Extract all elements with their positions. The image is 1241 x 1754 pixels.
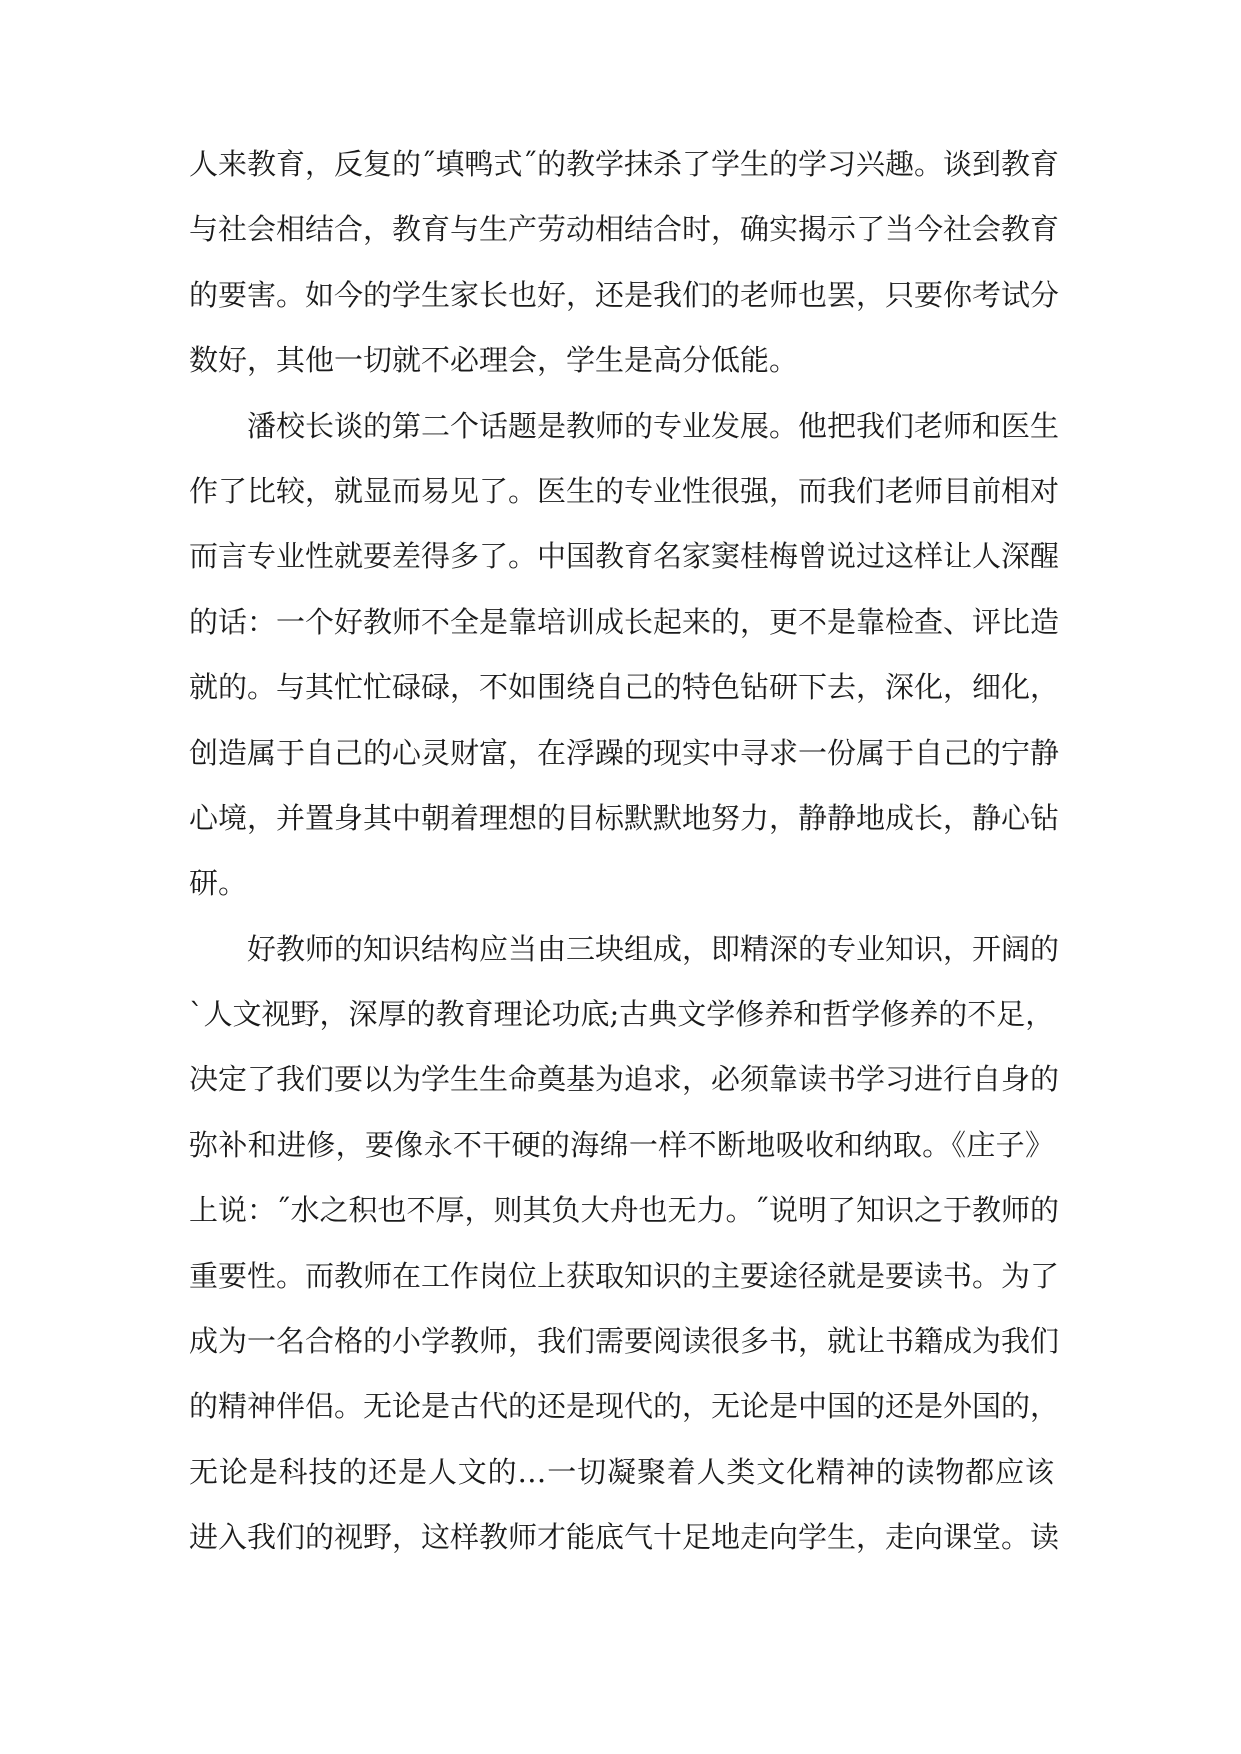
paragraph xyxy=(189,917,1060,1571)
text-line: 的精神伴侣。无论是古代的还是现代的，无论是中国的还是外国的， xyxy=(189,1389,1060,1424)
text-line: 无论是科技的还是人文的…一切凝聚着人类文化精神的读物都应该 xyxy=(189,1454,1054,1489)
text-line: 重要性。而教师在工作岗位上获取知识的主要途径就是要读书。为了 xyxy=(189,1258,1060,1293)
text-line: 创造属于自己的心灵财富，在浮躁的现实中寻求一份属于自己的宁静 xyxy=(189,735,1060,770)
text-line: 上说：˝水之积也不厚，则其负大舟也无力。˝说明了知识之于教师的 xyxy=(189,1193,1060,1228)
paragraph xyxy=(189,394,1060,917)
text-line: 与社会相结合，教育与生产劳动相结合时，确实揭示了当今社会教育 xyxy=(189,212,1060,247)
text-line: 好教师的知识结构应当由三块组成，即精深的专业知识，开阔的 xyxy=(247,931,1060,966)
paragraph xyxy=(189,132,1060,394)
text-line: 数好，其他一切就不必理会，学生是高分低能。 xyxy=(189,343,799,378)
text-line: 决定了我们要以为学生生命奠基为追求，必须靠读书学习进行自身的 xyxy=(189,1062,1060,1097)
text-line: 弥补和进修，要像永不干硬的海绵一样不断地吸收和纳取。《庄子》 xyxy=(189,1127,1054,1162)
text-line: 潘校长谈的第二个话题是教师的专业发展。他把我们老师和医生 xyxy=(247,408,1060,443)
text-line: 而言专业性就要差得多了。中国教育名家窦桂梅曾说过这样让人深醒 xyxy=(189,539,1060,574)
text-line: 作了比较，就显而易见了。医生的专业性很强，而我们老师目前相对 xyxy=(189,473,1060,508)
text-line: 成为一名合格的小学教师，我们需要阅读很多书，就让书籍成为我们 xyxy=(189,1324,1060,1359)
text-line: `人文视野，深厚的教育理论功底;古典文学修养和哲学修养的不足， xyxy=(189,997,1055,1032)
text-line: 就的。与其忙忙碌碌，不如围绕自己的特色钻研下去，深化，细化， xyxy=(189,670,1060,705)
text-line: 研。 xyxy=(189,866,248,901)
text-line: 进入我们的视野，这样教师才能底气十足地走向学生，走向课堂。读 xyxy=(189,1520,1060,1555)
text-line: 人来教育，反复的˝填鸭式˝的教学抹杀了学生的学习兴趣。谈到教育 xyxy=(189,147,1060,181)
document-body xyxy=(189,132,1060,1571)
text-line: 的话：一个好教师不全是靠培训成长起来的，更不是靠检查、评比造 xyxy=(189,604,1060,639)
text-line: 的要害。如今的学生家长也好，还是我们的老师也罢，只要你考试分 xyxy=(189,277,1060,312)
text-line: 心境，并置身其中朝着理想的目标默默地努力，静静地成长，静心钻 xyxy=(189,800,1060,835)
